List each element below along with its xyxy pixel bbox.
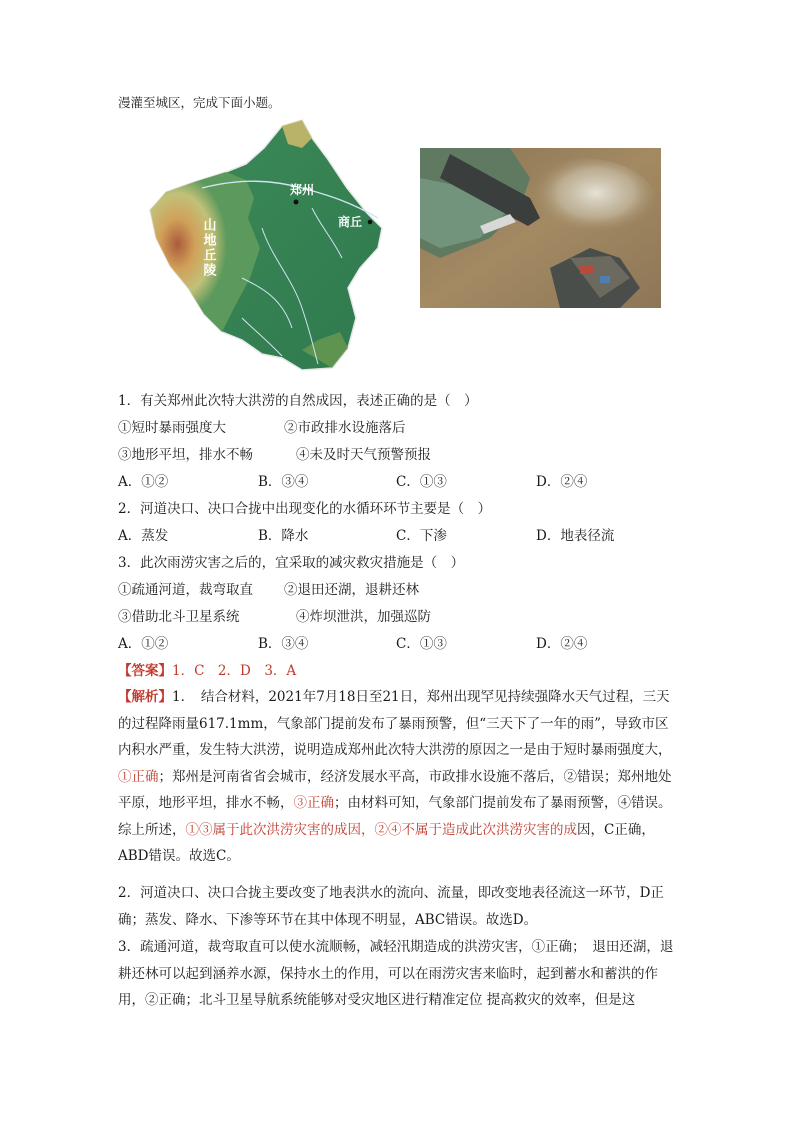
analysis-paragraph-3: 3．疏通河道，裁弯取直可以使水流顺畅，减轻汛期造成的洪涝灾害，①正确； 退田还湖，退耕还林可以起到涵养水源，保持水土的作用，可以在雨涝灾害来临时，起到蓄水和蓄洪的作用，②正确；北斗卫星导航系统能够对受灾地区进行精准定位 提高救灾的效率，但是这 (118, 939, 674, 1008)
q3-item-4: ④炸坝泄洪，加强巡防 (296, 609, 431, 625)
zhengzhou-label: 郑州 (290, 183, 315, 197)
q2-choice-b[interactable]: B．降水 (258, 528, 309, 544)
q3-choice-b[interactable]: B．③④ (258, 636, 309, 652)
q3-item-3: ③借助北斗卫星系统 (118, 609, 240, 625)
analysis-paragraph-1 (118, 684, 680, 874)
answer-tag: 【答案】 (118, 663, 172, 679)
q1-choice-d[interactable]: D．②④ (536, 474, 588, 490)
q3-choice-c[interactable]: C．①③ (396, 636, 447, 652)
levee-breach-photo (420, 148, 661, 308)
answer-text: 1．C 2．D 3．A (172, 663, 297, 679)
q2-choice-d[interactable]: D．地表径流 (536, 528, 615, 544)
analysis-p1-segment: ；郑州是河南省省会城市，经济发展水平高，市政排水设施不落后，②错误；郑州地处平原，地形平坦，排水不畅， (118, 768, 672, 811)
q1-choice-c[interactable]: C．①③ (396, 474, 447, 490)
q3-choice-a[interactable]: A．①② (118, 636, 169, 652)
q3-choice-d[interactable]: D．②④ (536, 636, 588, 652)
analysis-paragraph-2: 2．河道决口、决口合拢主要改变了地表洪水的流向、流量，即改变地表径流这一环节，D正确；蒸发、降水、下渗等环节在其中体现不明显，ABC错误。故选D。 (118, 885, 664, 928)
q1-item-2: ②市政排水设施落后 (284, 420, 406, 436)
q2-choice-a[interactable]: A．蒸发 (118, 528, 169, 544)
q1-item-4: ④未及时天气预警预报 (296, 447, 431, 463)
henan-topographic-map (142, 118, 392, 380)
question-2-stem: 2．河道决口、决口合拢中出现变化的水循环环节主要是（ ） (118, 501, 492, 517)
q1-item-3: ③地形平坦，排水不畅 (118, 447, 253, 463)
question-3-stem: 3．此次雨涝灾害之后的，宜采取的减灾救灾措施是（ ） (118, 555, 465, 571)
shangqiu-label: 商丘 (338, 215, 363, 229)
analysis-p1-segment: 因，C正确，ABD错误。故选C。 (118, 821, 655, 864)
analysis-p1-segment: ①③属于此次洪涝灾害的成因，②④不属于造成此次洪涝灾害的成 (185, 821, 577, 838)
shangqiu-marker (368, 220, 373, 225)
q3-item-2: ②退田还湖，退耕还林 (284, 582, 419, 598)
mountain-label: 山地丘陵 (200, 218, 216, 278)
analysis-p1-segment: 1． 结合材料，2021年7月18日至21日，郑州出现罕见持续强降水天气过程，三天的过程降雨量617.1mm，气象部门提前发布了暴雨预警，但“三天下了一年的雨”，导致市区内积水严重，发生特大洪涝，说明造成郑州此次特大洪涝的原因之一是由于短时暴雨强度大， (118, 689, 672, 758)
q3-item-1: ①疏通河道，裁弯取直 (118, 582, 253, 598)
answer-line (118, 662, 296, 680)
analysis-p1-segment: ③正确 (293, 795, 334, 811)
q1-choice-b[interactable]: B．③④ (258, 474, 309, 490)
zhengzhou-marker (294, 200, 299, 205)
intro-text: 漫灌至城区，完成下面小题。 (118, 95, 281, 110)
analysis-p1-segment: ①正确 (118, 768, 159, 785)
q1-choice-a[interactable]: A．①② (118, 474, 169, 490)
question-1-stem: 1．有关郑州此次特大洪涝的自然成因，表述正确的是（ ） (118, 393, 478, 409)
q1-item-1: ①短时暴雨强度大 (118, 420, 226, 436)
analysis-p1-segment: ；由材料可知，气象部门提前发布了暴雨预警，④错误。综上所述， (118, 795, 672, 838)
q2-choice-c[interactable]: C．下渗 (396, 528, 447, 544)
analysis-tag: 【解析】 (118, 689, 172, 705)
